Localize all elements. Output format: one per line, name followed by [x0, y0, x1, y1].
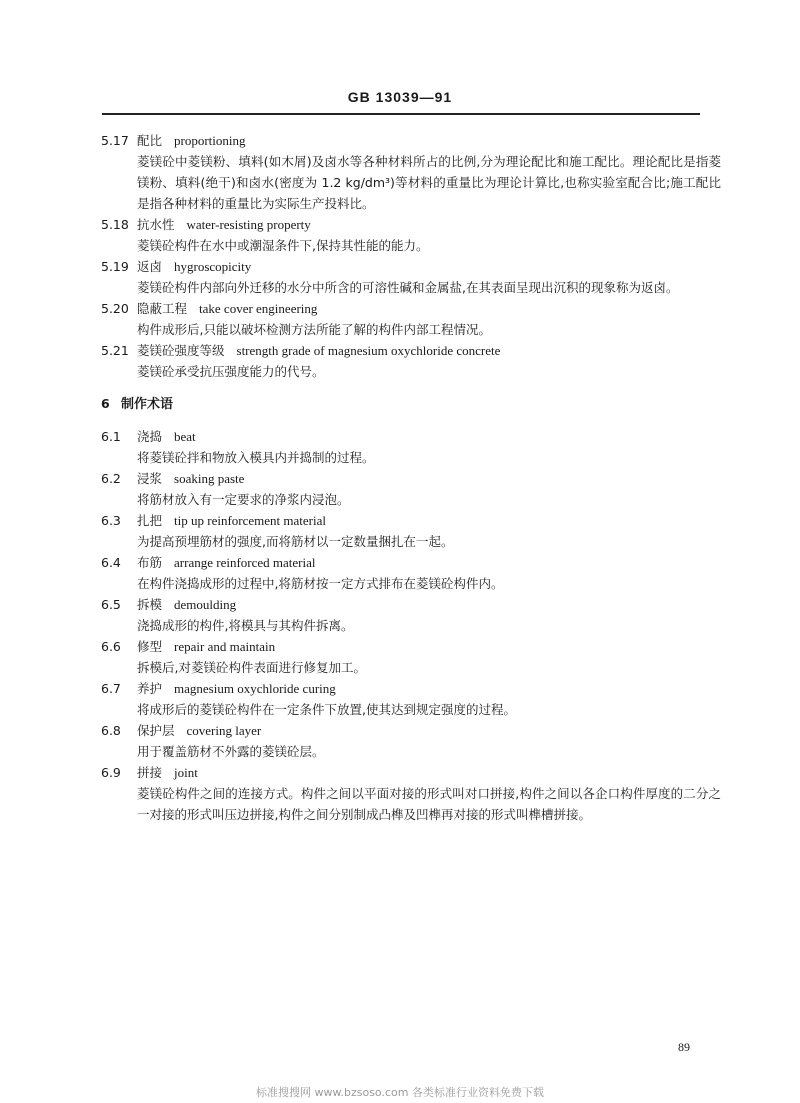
clause-number: 5.19	[101, 259, 129, 274]
term-chinese: 布筋	[137, 555, 163, 570]
term-line	[101, 426, 721, 447]
clause-number: 5.20	[101, 301, 129, 316]
term-english: demoulding	[174, 597, 237, 612]
term-definition: 菱镁砼构件在水中或潮湿条件下,保持其性能的能力。	[137, 238, 429, 253]
clause-number: 5.18	[101, 217, 129, 232]
term-definition: 将筋材放入有一定要求的净浆内浸泡。	[137, 492, 350, 507]
term-english: hygroscopicity	[174, 259, 252, 274]
term-english: covering layer	[186, 723, 262, 738]
clause-number: 6.6	[101, 639, 121, 654]
term-english: proportioning	[174, 133, 246, 148]
section-title: 制作术语	[121, 397, 174, 412]
page-number: 89	[678, 1040, 690, 1054]
term-line	[101, 678, 721, 699]
term-english: strength grade of magnesium oxychloride concrete	[236, 343, 501, 358]
clause-5-18	[101, 214, 721, 256]
clause-6-1	[101, 426, 721, 468]
term-english: joint	[174, 765, 198, 780]
clause-number: 6.9	[101, 765, 121, 780]
term-english: take cover engineering	[199, 301, 318, 316]
clause-5-20	[101, 298, 721, 340]
term-definition: 菱镁砼中菱镁粉、填料(如木屑)及卤水等各种材料所占的比例,分为理论配比和施工配比。理论配比是指菱镁粉、填料(绝干)和卤水(密度为 1.2 kg/dm³)等材料的重量比为理论计算比,也称实验室配合比;施工配比是指各种材料的重量比为实际生产投料比。	[137, 154, 721, 211]
clause-6-9	[101, 762, 721, 825]
document-body	[101, 130, 721, 825]
term-chinese: 返卤	[137, 259, 163, 274]
clause-number: 5.17	[101, 133, 129, 148]
clause-6-4	[101, 552, 721, 594]
clause-6-2	[101, 468, 721, 510]
clause-number: 6.3	[101, 513, 121, 528]
term-chinese: 修型	[137, 639, 163, 654]
term-definition: 浇捣成形的构件,将模具与其构件拆离。	[137, 618, 354, 633]
clause-number: 5.21	[101, 343, 129, 358]
term-chinese: 拼接	[137, 765, 163, 780]
term-chinese: 隐蔽工程	[137, 301, 188, 316]
term-chinese: 浇捣	[137, 429, 163, 444]
term-definition: 构件成形后,只能以破坏检测方法所能了解的构件内部工程情况。	[137, 322, 491, 337]
clause-number: 6.5	[101, 597, 121, 612]
term-line	[101, 256, 721, 277]
clause-5-21	[101, 340, 721, 382]
term-english: tip up reinforcement material	[174, 513, 326, 528]
term-definition: 菱镁砼承受抗压强度能力的代号。	[137, 364, 325, 379]
term-line	[101, 510, 721, 531]
header-rule	[102, 113, 700, 115]
clause-number: 6.1	[101, 429, 121, 444]
term-english: beat	[174, 429, 196, 444]
term-definition: 拆模后,对菱镁砼构件表面进行修复加工。	[137, 660, 366, 675]
term-line	[101, 468, 721, 489]
term-line	[101, 130, 721, 151]
term-line	[101, 636, 721, 657]
term-definition: 在构件浇捣成形的过程中,将筋材按一定方式排布在菱镁砼构件内。	[137, 576, 504, 591]
clause-5-17	[101, 130, 721, 214]
clause-6-3	[101, 510, 721, 552]
section-heading	[101, 393, 721, 414]
term-definition: 菱镁砼构件内部向外迁移的水分中所含的可溶性碱和金属盐,在其表面呈现出沉积的现象称为返卤。	[137, 280, 679, 295]
term-definition: 为提高预埋筋材的强度,而将筋材以一定数量捆扎在一起。	[137, 534, 454, 549]
term-chinese: 扎把	[137, 513, 163, 528]
term-english: soaking paste	[174, 471, 245, 486]
term-line	[101, 552, 721, 573]
term-chinese: 菱镁砼强度等级	[137, 343, 225, 358]
term-definition: 菱镁砼构件之间的连接方式。构件之间以平面对接的形式叫对口拼接,构件之间以各企口构件厚度的二分之一对接的形式叫压边拼接,构件之间分别制成凸榫及凹榫再对接的形式叫榫槽拼接。	[137, 786, 721, 822]
clause-number: 6.8	[101, 723, 121, 738]
clause-6-6	[101, 636, 721, 678]
term-chinese: 抗水性	[137, 217, 175, 232]
clause-number: 6.7	[101, 681, 121, 696]
footer-watermark: 标准搜搜网 www.bzsoso.com 各类标准行业资料免费下载	[256, 1086, 544, 1099]
clause-number: 6.4	[101, 555, 121, 570]
term-chinese: 养护	[137, 681, 163, 696]
term-line	[101, 762, 721, 783]
term-english: water-resisting property	[186, 217, 311, 232]
term-chinese: 配比	[137, 133, 163, 148]
clause-number: 6.2	[101, 471, 121, 486]
term-chinese: 保护层	[137, 723, 175, 738]
term-line	[101, 340, 721, 361]
term-line	[101, 594, 721, 615]
term-definition: 将菱镁砼拌和物放入模具内并捣制的过程。	[137, 450, 375, 465]
term-definition: 将成形后的菱镁砼构件在一定条件下放置,使其达到规定强度的过程。	[137, 702, 516, 717]
standard-code-header: GB 13039—91	[347, 89, 453, 105]
term-chinese: 拆模	[137, 597, 163, 612]
section-number: 6	[101, 396, 110, 411]
term-chinese: 浸浆	[137, 471, 163, 486]
term-definition: 用于覆盖筋材不外露的菱镁砼层。	[137, 744, 325, 759]
term-english: magnesium oxychloride curing	[174, 681, 336, 696]
term-line	[101, 298, 721, 319]
term-line	[101, 214, 721, 235]
clause-6-8	[101, 720, 721, 762]
clause-5-19	[101, 256, 721, 298]
term-line	[101, 720, 721, 741]
clause-6-7	[101, 678, 721, 720]
clause-6-5	[101, 594, 721, 636]
term-english: arrange reinforced material	[174, 555, 316, 570]
term-english: repair and maintain	[174, 639, 276, 654]
